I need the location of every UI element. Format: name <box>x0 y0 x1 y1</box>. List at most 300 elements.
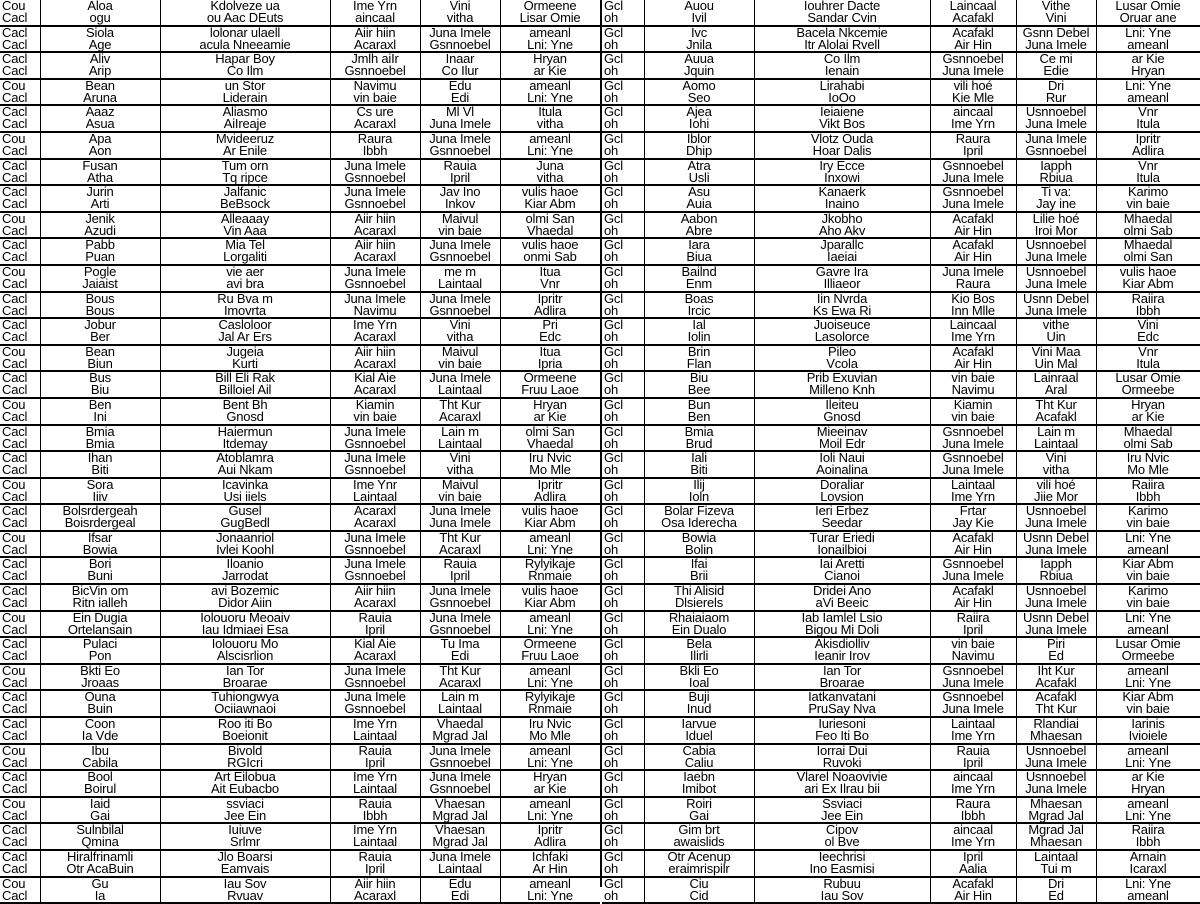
table-cell[interactable]: Cou <box>2 875 26 891</box>
table-cell[interactable]: Iarvue <box>681 716 717 732</box>
table-cell[interactable]: Laintaal <box>353 781 397 797</box>
table-cell[interactable]: Juna Imele <box>1025 595 1087 611</box>
table-cell[interactable]: oh <box>604 701 619 717</box>
table-cell[interactable]: vitha <box>446 10 474 25</box>
table-cell[interactable]: oh <box>604 515 619 531</box>
table-cell[interactable]: vili hoé <box>953 77 993 93</box>
table-cell[interactable]: Buji <box>688 689 710 705</box>
table-cell[interactable]: Ajea <box>686 104 712 120</box>
table-cell[interactable]: Juna Imele <box>429 583 491 599</box>
table-cell[interactable]: Gsnnoebel <box>1025 142 1087 158</box>
table-cell[interactable]: ar Kie <box>533 781 567 797</box>
table-cell[interactable]: Itua <box>539 343 561 359</box>
table-cell[interactable]: Aiir hiin <box>354 875 396 891</box>
table-cell[interactable]: Pulaci <box>82 636 118 652</box>
table-cell[interactable]: Mhaesan <box>1029 728 1083 744</box>
table-cell[interactable]: Lni: Yne <box>527 807 573 823</box>
table-cell[interactable]: Cacl <box>2 781 28 797</box>
table-cell[interactable]: ari Ex Ilrau bii <box>804 781 880 797</box>
table-cell[interactable]: Ipril <box>450 568 470 584</box>
table-cell[interactable]: Ivc <box>690 24 707 40</box>
table-cell[interactable]: ar Kie <box>533 63 567 79</box>
table-cell[interactable]: Usnn Debel <box>1023 529 1089 545</box>
table-cell[interactable]: Ormeene <box>523 370 577 386</box>
table-cell[interactable]: Cacl <box>2 222 28 238</box>
table-cell[interactable]: Flan <box>686 355 712 371</box>
table-cell[interactable]: Aaaz <box>85 104 115 120</box>
table-cell[interactable]: Buin <box>87 701 113 717</box>
table-cell[interactable]: Kie Mle <box>952 89 994 105</box>
table-cell[interactable]: Ia Vde <box>81 728 119 744</box>
table-cell[interactable]: ameanl <box>529 795 571 811</box>
table-cell[interactable]: Aiir hiin <box>354 343 396 359</box>
table-cell[interactable]: ameanl <box>1127 662 1169 678</box>
table-cell[interactable]: Milleno Knh <box>809 382 875 398</box>
table-cell[interactable]: Juna Imele <box>344 662 406 678</box>
table-row[interactable] <box>0 691 600 718</box>
table-cell[interactable]: oh <box>604 435 619 451</box>
table-cell[interactable]: Iohi <box>688 116 710 132</box>
table-cell[interactable]: Srlmr <box>229 834 261 850</box>
table-cell[interactable]: Juna Imele <box>1025 621 1087 637</box>
table-cell[interactable]: Iru Nvic <box>528 716 572 732</box>
table-cell[interactable]: Raura <box>955 275 991 291</box>
table-cell[interactable]: Ipril <box>365 754 385 770</box>
table-cell[interactable]: Cacl <box>2 728 28 744</box>
table-cell[interactable]: Lni: Yne <box>1125 807 1171 823</box>
table-cell[interactable]: vulis haoe <box>521 237 579 253</box>
table-cell[interactable]: Ime Yrn <box>951 488 995 504</box>
table-cell[interactable]: ol Bve <box>824 834 860 850</box>
table-cell[interactable]: Lirahabi <box>819 77 865 93</box>
table-cell[interactable]: Rbiua <box>1039 568 1073 584</box>
table-cell[interactable]: Pileo <box>828 343 856 359</box>
table-cell[interactable]: Acaraxl <box>354 382 396 398</box>
table-cell[interactable]: Inn Mlle <box>951 302 995 318</box>
table-cell[interactable]: Jquin <box>683 63 715 79</box>
table-cell[interactable]: Aiir hiin <box>354 210 396 226</box>
table-cell[interactable]: Iroi Mor <box>1034 222 1078 238</box>
table-cell[interactable]: Age <box>88 36 112 52</box>
table-cell[interactable]: Juna Imele <box>429 515 491 531</box>
table-cell[interactable]: Cacl <box>2 382 28 398</box>
table-cell[interactable]: Tq ripce <box>222 169 268 185</box>
table-row[interactable] <box>602 742 1200 772</box>
table-cell[interactable]: Acaraxl <box>439 674 481 690</box>
table-cell[interactable]: Lasolorce <box>814 329 870 345</box>
table-row[interactable] <box>0 319 600 346</box>
table-cell[interactable]: Gcl <box>604 769 623 785</box>
table-cell[interactable]: Iolouoru Mo <box>211 636 279 652</box>
table-cell[interactable]: Ime Yrn <box>951 116 995 132</box>
table-cell[interactable]: ameanl <box>1127 89 1169 105</box>
table-cell[interactable]: Gsnnoebel <box>429 621 491 637</box>
table-cell[interactable]: Gsnnoebel <box>429 302 491 318</box>
table-cell[interactable]: Cacl <box>2 36 28 52</box>
table-cell[interactable]: Kiar Abm <box>524 515 576 531</box>
table-cell[interactable]: Kial Aie <box>354 370 396 386</box>
table-cell[interactable]: Aloa <box>87 0 113 13</box>
table-cell[interactable]: Gai <box>689 807 709 823</box>
table-cell[interactable]: Cacl <box>2 849 28 864</box>
table-cell[interactable]: Akisdiolliv <box>814 636 870 652</box>
table-cell[interactable]: Bori <box>88 556 112 572</box>
table-cell[interactable]: Cacl <box>2 169 28 185</box>
table-cell[interactable]: Vnr <box>1138 104 1158 120</box>
table-cell[interactable]: Vini <box>449 450 471 466</box>
table-cell[interactable]: Inkov <box>444 196 476 212</box>
table-cell[interactable]: oh <box>604 541 619 557</box>
table-cell[interactable]: Edu <box>448 875 472 891</box>
table-cell[interactable]: Rlandiai <box>1033 716 1079 732</box>
table-cell[interactable]: Caliu <box>684 754 714 770</box>
table-cell[interactable]: Biti <box>91 462 109 478</box>
table-cell[interactable]: Biti <box>690 462 708 478</box>
table-cell[interactable]: Edi <box>450 89 470 105</box>
table-row[interactable] <box>602 558 1200 585</box>
table-cell[interactable]: Bent Bh <box>222 396 268 412</box>
table-cell[interactable]: Bmia <box>684 423 714 439</box>
table-cell[interactable]: Moil Edr <box>818 435 866 451</box>
table-cell[interactable]: olmi San <box>525 423 575 439</box>
table-cell[interactable]: Cacl <box>2 701 28 717</box>
table-cell[interactable]: Aiir hiin <box>354 24 396 40</box>
table-cell[interactable]: Auou <box>684 0 714 13</box>
table-cell[interactable]: Juna Imele <box>344 450 406 466</box>
table-cell[interactable]: Usnnoebel <box>1025 583 1087 599</box>
table-cell[interactable]: Cacl <box>2 317 28 333</box>
table-cell[interactable]: Boas <box>684 290 714 306</box>
table-cell[interactable]: Auua <box>684 51 714 67</box>
table-cell[interactable]: Cacl <box>2 689 28 705</box>
table-cell[interactable]: Fusan <box>82 157 118 173</box>
table-cell[interactable]: Cacl <box>2 249 28 265</box>
table-cell[interactable]: Mhaedal <box>1123 210 1173 226</box>
table-cell[interactable]: Cacl <box>2 237 28 253</box>
table-cell[interactable]: Vcola <box>826 355 858 371</box>
table-cell[interactable]: Lni: Yne <box>527 887 573 903</box>
table-cell[interactable]: Kurti <box>232 355 258 371</box>
table-cell[interactable]: Hryan <box>533 51 567 67</box>
table-cell[interactable]: vin baie <box>951 408 995 424</box>
table-cell[interactable]: oh <box>604 63 619 79</box>
table-cell[interactable]: vin baie <box>353 89 397 105</box>
table-cell[interactable]: Mgrad Jal <box>432 728 488 744</box>
table-cell[interactable]: Cacl <box>2 24 28 40</box>
table-row[interactable] <box>602 718 1200 745</box>
table-cell[interactable]: Ime Yrn <box>951 834 995 850</box>
table-cell[interactable]: Aoinalina <box>816 462 868 478</box>
table-cell[interactable]: Cacl <box>2 556 28 572</box>
table-cell[interactable]: Vini Maa <box>1031 343 1081 359</box>
table-cell[interactable]: Cianoi <box>824 568 860 584</box>
table-cell[interactable]: Cacl <box>2 51 28 67</box>
table-cell[interactable]: Sulnbilal <box>76 822 124 838</box>
table-cell[interactable]: vithe <box>1042 317 1070 333</box>
table-cell[interactable]: Cacl <box>2 568 28 584</box>
table-cell[interactable]: Mgrad Jal <box>432 834 488 850</box>
table-cell[interactable]: Ibbh <box>362 807 388 823</box>
table-cell[interactable]: aincaal <box>953 104 993 120</box>
table-cell[interactable]: Siola <box>86 24 114 40</box>
table-cell[interactable]: Ipril <box>963 621 983 637</box>
table-cell[interactable]: Hapar Boy <box>215 51 275 67</box>
table-cell[interactable]: Ber <box>90 329 110 345</box>
table-cell[interactable]: Iolin <box>687 329 711 345</box>
table-cell[interactable]: eraimrispilr <box>668 861 730 876</box>
table-cell[interactable]: Ru Bva m <box>217 290 273 306</box>
table-cell[interactable]: Cou <box>2 77 26 93</box>
table-cell[interactable]: Haiermun <box>217 423 273 439</box>
table-cell[interactable]: Aruna <box>83 89 117 105</box>
table-cell[interactable]: Illiaeor <box>823 275 861 291</box>
table-cell[interactable]: Lni: Yne <box>527 674 573 690</box>
table-cell[interactable]: Hoar Dalis <box>812 142 872 158</box>
table-cell[interactable]: Acaraxl <box>354 36 396 52</box>
table-cell[interactable]: Air Hin <box>954 887 992 903</box>
table-cell[interactable]: Vhaesan <box>435 822 485 838</box>
table-cell[interactable]: Laintaal <box>1034 849 1078 864</box>
table-row[interactable] <box>0 585 600 612</box>
table-cell[interactable]: Ipritr <box>537 822 563 838</box>
table-cell[interactable]: Vini <box>1045 450 1067 466</box>
table-cell[interactable]: Rauia <box>443 157 477 173</box>
table-cell[interactable]: Asua <box>85 116 115 132</box>
table-cell[interactable]: Gcl <box>604 0 623 13</box>
table-cell[interactable]: Ienain <box>824 63 860 79</box>
table-row[interactable] <box>602 210 1200 240</box>
table-cell[interactable]: Navimu <box>951 382 995 398</box>
table-cell[interactable]: Cou <box>2 795 26 811</box>
table-cell[interactable]: Ioli Naui <box>819 450 865 466</box>
table-cell[interactable]: Ociiawnaoi <box>214 701 276 717</box>
table-cell[interactable]: Imibot <box>681 781 717 797</box>
table-cell[interactable]: Ormeene <box>523 636 577 652</box>
table-row[interactable] <box>0 210 600 240</box>
table-cell[interactable]: Acaraxl <box>439 408 481 424</box>
table-cell[interactable]: Inud <box>686 701 712 717</box>
table-cell[interactable]: Juna Imele <box>344 423 406 439</box>
table-cell[interactable]: Jugeia <box>226 343 264 359</box>
table-cell[interactable]: Bee <box>687 382 711 398</box>
table-cell[interactable]: Iuiuve <box>228 822 262 838</box>
table-cell[interactable]: Gcl <box>604 184 623 200</box>
table-cell[interactable]: Dri <box>1047 77 1064 93</box>
table-cell[interactable]: Bous <box>85 302 115 318</box>
table-cell[interactable]: Edu <box>448 77 472 93</box>
table-cell[interactable]: Gsnnoebel <box>429 595 491 611</box>
table-cell[interactable]: Juna Imele <box>344 556 406 572</box>
table-cell[interactable]: ogu <box>89 10 111 25</box>
table-row[interactable] <box>602 263 1200 293</box>
table-row[interactable] <box>602 319 1200 346</box>
table-cell[interactable]: Gcl <box>604 237 623 253</box>
table-cell[interactable]: Bigou Mi Doli <box>805 621 879 637</box>
table-cell[interactable]: Bmia <box>85 435 115 451</box>
table-cell[interactable]: Ibbh <box>1135 834 1161 850</box>
table-cell[interactable]: Air Hin <box>954 249 992 265</box>
table-cell[interactable]: Juna Imele <box>942 568 1004 584</box>
table-cell[interactable]: Juna Imele <box>1025 130 1087 146</box>
table-cell[interactable]: Jkobho <box>821 210 863 226</box>
table-row[interactable] <box>0 452 600 479</box>
table-cell[interactable]: Ime Yrn <box>353 0 397 13</box>
table-cell[interactable]: Gsnnoebel <box>942 51 1004 67</box>
table-cell[interactable]: Lni: Yne <box>527 754 573 770</box>
table-cell[interactable]: ameanl <box>529 529 571 545</box>
table-cell[interactable]: ameanl <box>1127 36 1169 52</box>
table-cell[interactable]: Co Ilm <box>226 63 264 79</box>
table-cell[interactable]: Adlira <box>1131 142 1165 158</box>
table-row[interactable] <box>0 476 600 506</box>
table-cell[interactable]: Ime Yrn <box>353 822 397 838</box>
table-cell[interactable]: Ben <box>687 408 711 424</box>
table-cell[interactable]: Jenik <box>85 210 115 226</box>
table-cell[interactable]: Seo <box>687 89 711 105</box>
table-cell[interactable]: Bolar Fizeva <box>664 503 734 519</box>
table-cell[interactable]: Ibbh <box>362 142 388 158</box>
table-cell[interactable]: ameanl <box>1127 887 1169 903</box>
table-cell[interactable]: acula Nneeamie <box>199 36 291 52</box>
table-cell[interactable]: Usnnoebel <box>1025 742 1087 758</box>
table-cell[interactable]: Ionailbioi <box>817 541 867 557</box>
table-cell[interactable]: vili hoé <box>1036 476 1076 492</box>
table-cell[interactable]: Gcl <box>604 450 623 466</box>
table-cell[interactable]: Acafakl <box>952 875 994 891</box>
table-cell[interactable]: Sora <box>86 476 114 492</box>
table-cell[interactable]: Acafakl <box>952 210 994 226</box>
table-cell[interactable]: Ipritr <box>537 476 563 492</box>
table-cell[interactable]: oh <box>604 674 619 690</box>
table-cell[interactable]: Aalia <box>959 861 987 876</box>
table-cell[interactable]: vitha <box>446 329 474 345</box>
table-cell[interactable]: Rauia <box>358 742 392 758</box>
table-cell[interactable]: Kiar Abm <box>1122 689 1174 705</box>
table-cell[interactable]: Ia <box>94 887 106 903</box>
table-cell[interactable]: Otr Acenup <box>667 849 731 864</box>
table-cell[interactable]: Rauia <box>358 849 392 864</box>
table-cell[interactable]: Ar Hin <box>532 861 568 876</box>
table-row[interactable] <box>0 77 600 107</box>
table-cell[interactable]: Arti <box>90 196 110 212</box>
table-cell[interactable]: Iry Ecce <box>819 157 865 173</box>
table-cell[interactable]: Air Hin <box>954 36 992 52</box>
table-cell[interactable]: Lovsion <box>820 488 864 504</box>
table-cell[interactable]: Cacl <box>2 515 28 531</box>
table-cell[interactable]: Pri <box>542 317 558 333</box>
table-cell[interactable]: Alscisrlion <box>216 648 274 664</box>
table-cell[interactable]: Itua <box>539 263 561 279</box>
table-cell[interactable]: Abre <box>685 222 713 238</box>
table-cell[interactable]: Cou <box>2 130 26 146</box>
table-cell[interactable]: Aabon <box>680 210 718 226</box>
table-cell[interactable]: Iht Kur <box>1037 662 1075 678</box>
table-cell[interactable]: Cacl <box>2 674 28 690</box>
table-cell[interactable]: vitha <box>446 462 474 478</box>
table-row[interactable] <box>602 24 1200 54</box>
table-cell[interactable]: Lusar Omie <box>1115 0 1181 13</box>
table-cell[interactable]: Juna Imele <box>429 116 491 132</box>
table-cell[interactable]: Mgrad Jal <box>432 807 488 823</box>
table-cell[interactable]: ar Kie <box>533 408 567 424</box>
table-cell[interactable]: Kial Aie <box>354 636 396 652</box>
table-cell[interactable]: Cacl <box>2 754 28 770</box>
table-cell[interactable]: Cacl <box>2 275 28 291</box>
table-row[interactable] <box>602 795 1200 825</box>
table-cell[interactable]: Ime Yrn <box>353 769 397 785</box>
table-row[interactable] <box>602 691 1200 718</box>
table-cell[interactable]: Ime Yrn <box>951 728 995 744</box>
table-cell[interactable]: Inaar <box>445 51 475 67</box>
table-cell[interactable]: awaislids <box>673 834 725 850</box>
table-cell[interactable]: Uin <box>1046 329 1066 345</box>
table-cell[interactable]: Cacl <box>2 63 28 79</box>
table-cell[interactable]: Mo Mle <box>529 728 571 744</box>
table-cell[interactable]: Casloloor <box>218 317 272 333</box>
table-cell[interactable]: Juna Imele <box>429 130 491 146</box>
table-cell[interactable]: Cacl <box>2 503 28 519</box>
table-cell[interactable]: Gcl <box>604 157 623 173</box>
table-row[interactable] <box>0 0 600 27</box>
table-cell[interactable]: Iuriesoni <box>818 716 866 732</box>
table-cell[interactable]: Tht Kur <box>439 662 481 678</box>
table-cell[interactable]: Raiira <box>1131 822 1165 838</box>
table-cell[interactable]: Ino Easmisi <box>809 861 875 876</box>
table-cell[interactable]: Acafakl <box>952 24 994 40</box>
table-cell[interactable]: Cacl <box>2 450 28 466</box>
table-row[interactable] <box>602 771 1200 798</box>
table-cell[interactable]: Laintaal <box>353 488 397 504</box>
table-cell[interactable]: vin baie <box>1126 595 1170 611</box>
table-row[interactable] <box>602 529 1200 559</box>
table-cell[interactable]: Rbiua <box>1039 169 1073 185</box>
table-cell[interactable]: Juna Imele <box>1025 36 1087 52</box>
table-cell[interactable]: Gsnnoebel <box>344 701 406 717</box>
table-cell[interactable]: Jalfanic <box>223 184 267 200</box>
table-cell[interactable]: Ait Eubacbo <box>211 781 279 797</box>
table-cell[interactable]: onmi Sab <box>523 249 577 265</box>
table-cell[interactable]: Usi iiels <box>223 488 267 504</box>
table-row[interactable] <box>0 106 600 133</box>
table-cell[interactable]: Mia Tel <box>225 237 265 253</box>
table-cell[interactable]: Vnr <box>1138 343 1158 359</box>
table-cell[interactable]: Cacl <box>2 104 28 120</box>
table-cell[interactable]: Vlotz Ouda <box>810 130 874 146</box>
table-cell[interactable]: Oruar ane <box>1119 10 1177 25</box>
table-cell[interactable]: Edi <box>450 648 470 664</box>
table-cell[interactable]: Dri <box>1047 875 1064 891</box>
table-cell[interactable]: Acafakl <box>952 343 994 359</box>
table-cell[interactable]: Kio Bos <box>951 290 995 306</box>
table-cell[interactable]: Gcl <box>604 556 623 572</box>
table-cell[interactable]: Vhaedal <box>526 222 574 238</box>
table-cell[interactable]: ameanl <box>529 24 571 40</box>
table-cell[interactable]: Gcl <box>604 210 623 226</box>
table-cell[interactable]: Gsnn Debel <box>1022 24 1090 40</box>
table-cell[interactable]: Acafakl <box>952 237 994 253</box>
table-cell[interactable]: ssviaci <box>226 795 264 811</box>
table-cell[interactable]: Ibbh <box>960 807 986 823</box>
table-cell[interactable]: Maivul <box>441 476 479 492</box>
table-row[interactable] <box>602 875 1200 904</box>
table-cell[interactable]: vin baie <box>438 222 482 238</box>
table-cell[interactable]: Usnnoebel <box>1025 104 1087 120</box>
table-cell[interactable]: oh <box>604 89 619 105</box>
table-cell[interactable]: Juna Imele <box>429 769 491 785</box>
table-cell[interactable]: Juna Imele <box>942 674 1004 690</box>
table-cell[interactable]: Iiiv <box>92 488 108 504</box>
table-cell[interactable]: Lni: Yne <box>527 541 573 557</box>
